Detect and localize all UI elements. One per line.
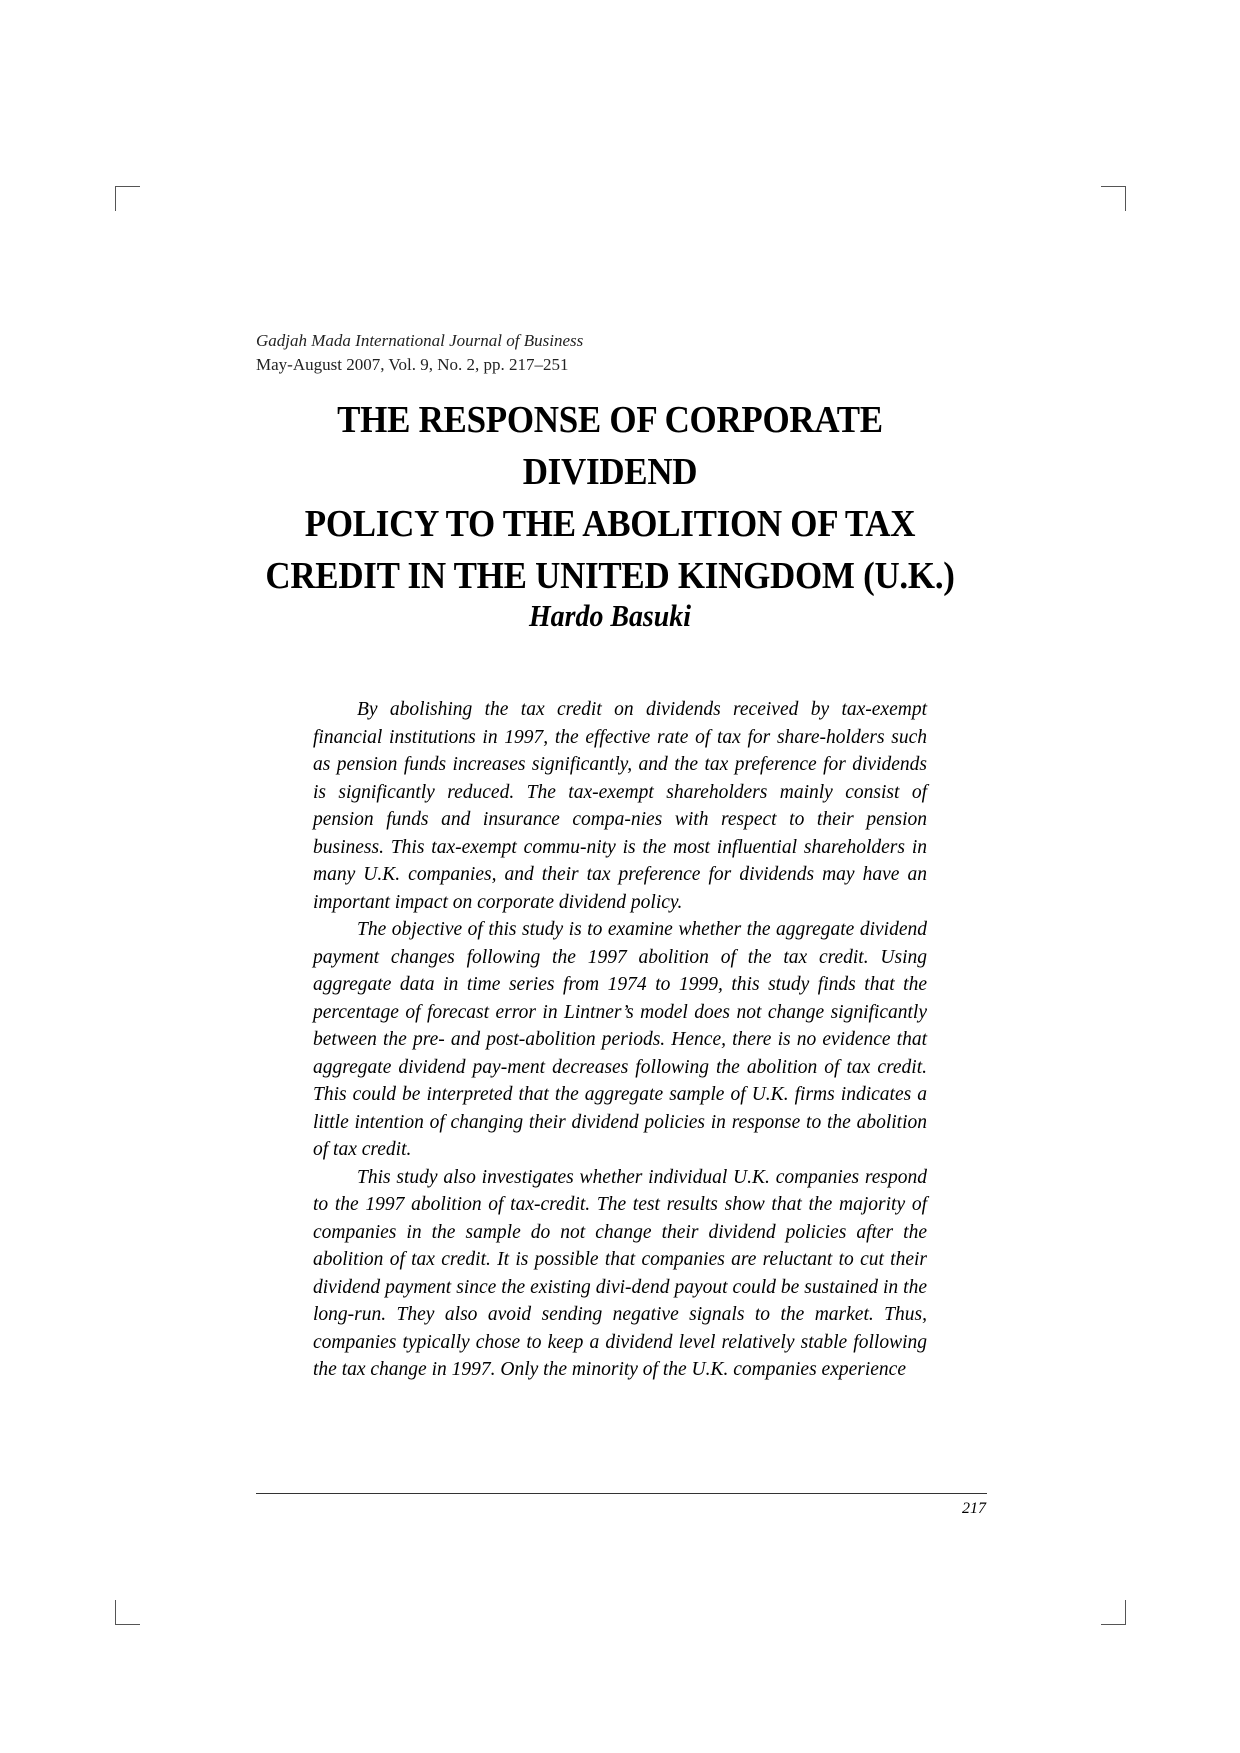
crop-mark-top-left [115, 186, 140, 211]
abstract [313, 696, 927, 1384]
article-title [260, 394, 959, 602]
title-line: THE RESPONSE OF CORPORATE DIVIDEND [337, 399, 883, 493]
abstract-paragraph: This study also investigates whether individual U.K. companies respond to the 1997 abolition of tax-credit. The test results show that the majority of companies in the sample do not change their dividend policies after the abolition of tax credit. It is possible that companies are reluctant to cut their dividend payment since the existing divi-dend payout could be sustained in the long-run. They also avoid sending negative signals to the market. Thus, companies typically chose to keep a dividend level relatively stable following the tax change in 1997. Only the minority of the U.K. companies experience [313, 1166, 927, 1380]
issue-info: May-August 2007, Vol. 9, No. 2, pp. 217–251 [256, 355, 569, 374]
journal-header [256, 329, 583, 377]
crop-mark-bottom-left [115, 1600, 140, 1625]
abstract-paragraph: The objective of this study is to examine whether the aggregate dividend payment changes following the 1997 abolition of the tax credit. Using aggregate data in time series from 1974 to 1999, this study finds that the percentage of forecast error in Lintner’s model does not change significantly between the pre- and post-abolition periods. Hence, there is no evidence that aggregate dividend pay-ment decreases following the abolition of tax credit. This could be interpreted that the aggregate sample of U.K. firms indicates a little intention of changing their dividend policies in response to the abolition of tax credit. [313, 919, 927, 1160]
footer-rule [256, 1493, 987, 1494]
page-number: 217 [962, 1500, 986, 1517]
title-line: CREDIT IN THE UNITED KINGDOM (U.K.) [265, 555, 955, 597]
crop-mark-bottom-right [1101, 1600, 1126, 1625]
abstract-paragraph: By abolishing the tax credit on dividends received by tax-exempt financial institutions in 1997, the effective rate of tax for share-holders such as pension funds increases significantly, and the tax preference for dividends is significantly reduced. The tax-exempt shareholders mainly consist of pension funds and insurance compa-nies with respect to their pension business. This tax-exempt commu-nity is the most influential shareholders in many U.K. companies, and their tax preference for dividends may have an important impact on corporate dividend policy. [313, 699, 927, 913]
journal-name: Gadjah Mada International Journal of Business [256, 331, 584, 350]
title-line: POLICY TO THE ABOLITION OF TAX [304, 503, 916, 545]
author-name: Hardo Basuki [528, 598, 692, 633]
crop-mark-top-right [1101, 186, 1126, 211]
